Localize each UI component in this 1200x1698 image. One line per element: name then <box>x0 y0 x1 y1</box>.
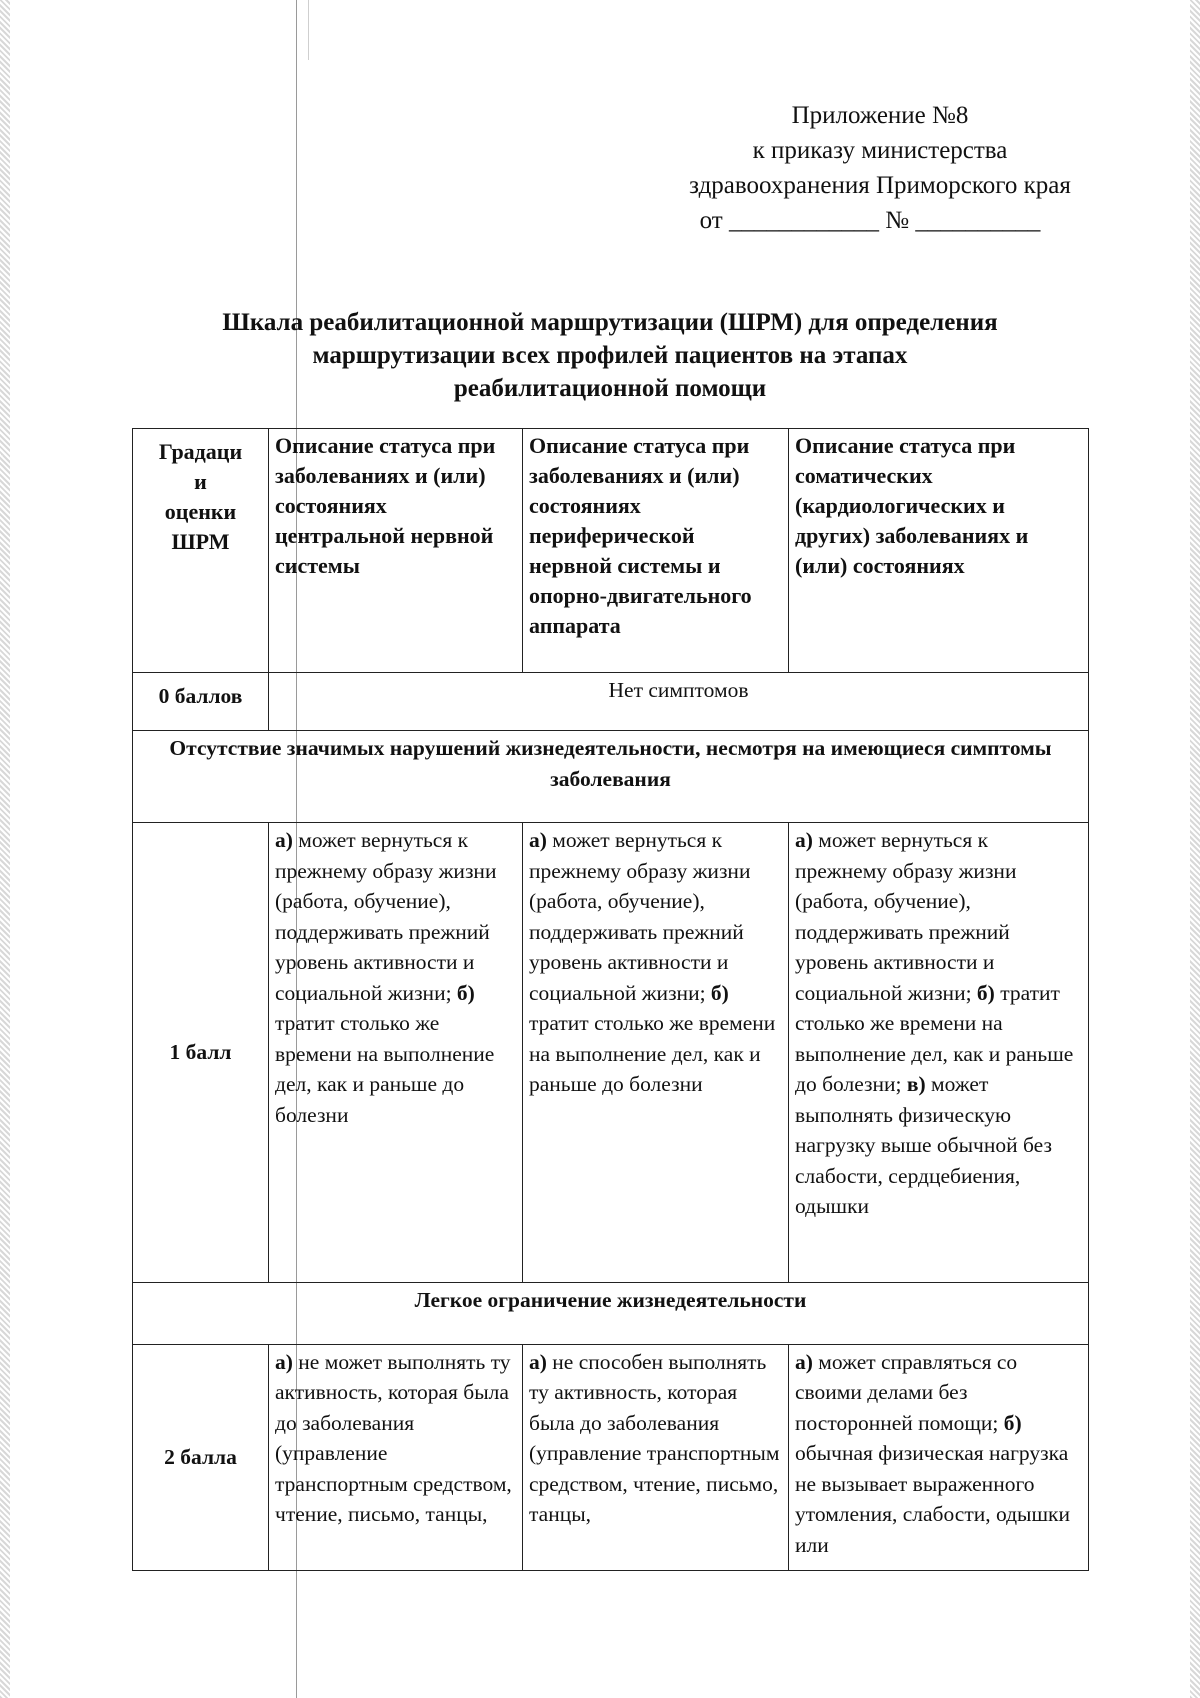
item-text: может вернуться к прежнему образу жизни (работа, обучение), поддерживать прежний уровень активности и социальной жизни; <box>275 828 497 1005</box>
item-letter: а) <box>529 1349 547 1374</box>
header-cns: Описание статуса при заболеваниях и (или) состояниях центральной нервной системы <box>269 429 523 673</box>
no-symptoms-cell: Нет симптомов <box>269 673 1089 731</box>
item-letter: а) <box>529 828 547 852</box>
item-text: тратит столько же времени на выполнение дел, как и раньше до болезни <box>275 1011 495 1127</box>
appendix-date-number: от ____________ № __________ <box>699 207 1041 234</box>
grade-1: 1 балл <box>133 823 269 1283</box>
header-grade-line: оценки <box>164 499 237 524</box>
item-letter: а) <box>795 828 813 852</box>
table-row <box>133 1344 1089 1570</box>
header-pns: Описание статуса при заболеваниях и (или) состояниях периферической нервной системы и опорно-двигательного аппарата <box>523 429 789 673</box>
title-line-2: маршрутизации всех профилей пациентов на этапах <box>312 342 908 369</box>
item-letter: б) <box>456 980 475 1005</box>
appendix-order: к приказу министерства <box>752 137 1008 164</box>
document-title <box>160 306 1060 405</box>
header-somatic: Описание статуса при соматических (кардиологических и других) заболеваниях и (или) состояниях <box>789 429 1089 673</box>
item-letter: б) <box>1003 1410 1022 1435</box>
item-letter: б) <box>710 980 729 1005</box>
item-text: тратит столько же времени на выполнение дел, как и раньше до болезни <box>529 1011 776 1096</box>
item-text: может выполнять физическую нагрузку выше обычной без слабости, сердцебиения, одышки <box>795 1072 1052 1218</box>
grade-2-pns <box>523 1344 789 1570</box>
grade-1-somatic <box>789 823 1089 1283</box>
item-text: тратит столько же времени на выполнение дел, как и раньше до болезни; <box>795 980 1074 1096</box>
scan-edge-left <box>0 0 10 1698</box>
header-grade-line: Градаци <box>158 439 243 464</box>
item-text: обычная физическая нагрузка не вызывает выраженного утомления, слабости, одышки или <box>795 1441 1070 1557</box>
item-letter: а) <box>275 828 293 852</box>
scan-edge-right <box>1190 0 1200 1698</box>
grade-0: 0 баллов <box>133 673 269 731</box>
item-letter: в) <box>906 1072 926 1096</box>
fold-mark <box>308 0 309 60</box>
item-text: может вернуться к прежнему образу жизни (работа, обучение), поддерживать прежний уровень активности и социальной жизни; <box>529 828 751 1005</box>
header-grade-line: ШРМ <box>171 529 230 554</box>
section-row <box>133 1283 1089 1345</box>
header-grade <box>133 429 269 673</box>
section-no-impairment: Отсутствие значимых нарушений жизнедеятельности, несмотря на имеющиеся симптомы заболевания <box>133 731 1089 823</box>
grade-1-cns <box>269 823 523 1283</box>
title-line-1: Шкала реабилитационной маршрутизации (ШРМ) для определения <box>222 309 998 336</box>
item-text: не может выполнять ту активность, которая была до заболевания (управление транспортным средством, чтение, письмо, танцы, <box>275 1349 512 1526</box>
appendix-header <box>640 98 1120 238</box>
table-row <box>133 823 1089 1283</box>
item-text: не способен выполнять ту активность, которая была до заболевания (управление транспортным средством, чтение, письмо, танцы, <box>529 1349 780 1526</box>
grade-2-somatic <box>789 1344 1089 1570</box>
item-letter: а) <box>795 1349 813 1374</box>
item-text: может вернуться к прежнему образу жизни (работа, обучение), поддерживать прежний уровень активности и социальной жизни; <box>795 828 1017 1005</box>
shrm-table <box>132 428 1089 1571</box>
title-line-3: реабилитационной помощи <box>453 375 767 402</box>
item-letter: а) <box>275 1349 293 1374</box>
appendix-number: Приложение №8 <box>791 102 969 129</box>
section-mild-limitation: Легкое ограничение жизнедеятельности <box>133 1283 1089 1345</box>
grade-1-pns <box>523 823 789 1283</box>
item-text: может справляться со своими делами без посторонней помощи; <box>795 1349 1018 1435</box>
appendix-ministry: здравоохранения Приморского края <box>689 172 1071 199</box>
grade-2-cns <box>269 1344 523 1570</box>
table-row <box>133 673 1089 731</box>
item-letter: б) <box>976 980 995 1005</box>
grade-2: 2 балла <box>133 1344 269 1570</box>
header-grade-line: и <box>194 469 207 494</box>
section-row <box>133 731 1089 823</box>
table-header-row <box>133 429 1089 673</box>
